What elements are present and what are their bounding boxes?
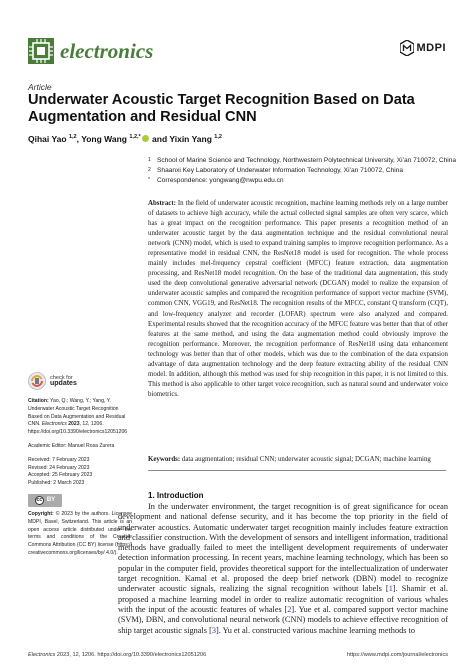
- abstract-label: Abstract:: [148, 200, 176, 207]
- author-affiliation-marker: 1,2,*: [129, 134, 141, 141]
- reference-link[interactable]: 3: [211, 625, 217, 635]
- article-sidebar: [28, 372, 132, 558]
- keywords: [148, 455, 448, 465]
- mdpi-logo: [400, 40, 447, 56]
- correspondence: * Correspondence: yongwang@nwpu.edu.cn: [148, 177, 284, 184]
- affiliations: [148, 156, 457, 186]
- footer-journal-link[interactable]: https://www.mdpi.com/journal/electronics: [346, 652, 448, 658]
- mdpi-text: MDPI: [416, 42, 446, 54]
- author-name: Qihai Yao: [28, 134, 69, 144]
- keywords-label: Keywords:: [148, 456, 181, 463]
- reference-link[interactable]: 1: [388, 584, 393, 594]
- mdpi-logo-icon: [400, 40, 414, 56]
- introduction-paragraph: [118, 502, 448, 636]
- author-name: Yixin Yang: [169, 134, 215, 144]
- cc-license-icon[interactable]: cc BY: [28, 494, 62, 507]
- affiliation-2: 2 Shaanxi Key Laboratory of Underwater Information Technology, Xi’an 710072, China: [148, 167, 404, 174]
- updates-line1: check for: [50, 374, 73, 381]
- section-heading-introduction: 1. Introduction: [148, 491, 204, 500]
- updates-line2: updates: [50, 380, 77, 387]
- keywords-text: data augmentation; residual CNN; underwater acoustic signal; DCGAN; machine learning: [181, 456, 431, 463]
- intro-text: ]. Yu et al. constructed various machine learning methods to: [216, 625, 416, 635]
- abstract-text: In the field of underwater acoustic recognition, machine learning methods rely on a large number of datasets to achieve high accuracy, while the actual collected signal samples are often very scarce, which has a great impact on the recognition performance. This paper presents a recognition method of an underwater acoustic target by the data augmentation technique and the residual convolutional neural network (CNN) model, which is used to expand training samples to improve recognition performance. As a representative model in residual CNN, the ResNet18 model is used for recognition. The whole process mainly includes mel-frequency cepstral coefficient (MFCC) feature extraction, data augmentation processing, and ResNet18 model recognition. On the base of the traditional data augmentation, this study used the deep convolutional generative adversarial network (DCGAN) model to realize the expansion of underwater acoustic samples and compared the recognition performance of support vector machine (SVM), common CNN, VGG19, and ResNet18. The recognition results of the MFCC, constant Q transform (CQT), and low-frequency analyzer and recorder (LOFAR) spectrum were also analyzed and compared. Experimental results showed that the recognition accuracy of the MFCC feature was better than that of other features at the same method, and using the data augmentation method could obviously improve the recognition performance. Moreover, the recognition performance of ResNet18 using data enhancement technology was better than that of other models, which was due to the combination of the data expansion advantage of data augmentation technology and the deep feature extracting ability of the residual CNN model. In addition, although this method was used for ship recognition in this paper, it is not limited to this. This method is also applicable to other target voice recognition, such as natural sound and underwater voice biometrics.: [148, 200, 448, 398]
- intro-text: In the underwater environment, the target recognition is of great significance for ocean development and national defense security, and it has become the top priority in the field of underwater acoustics. Automatic underwater target recognition mainly includes feature extraction and classifier construction. With the development of sensors and intelligent information, traditional methods have gradually failed to meet the intelligent development requirements of underwater detection information processing. In recent years, machine learning technology, which has been so popular in the computer field, provides theoretical support for the intellectualization of underwater target recognition. Kamal et al. proposed the deep brief network (DBN) model to recognize underwater acoustic signals, realizing the signal recognition without labels [: [118, 502, 448, 594]
- intro-text: ]. Shamir et al. proposed a machine learning model in order to realize automatic recognition of various whales with the input of the acoustic features of whales [: [118, 584, 448, 614]
- journal-header: [28, 38, 446, 68]
- check-for-updates-button[interactable]: [28, 372, 132, 390]
- publication-dates: Received: 7 February 2023 Revised: 24 February 2023 Accepted: 25 February 2023 Published: 2 March 2023: [28, 456, 93, 487]
- author-affiliation-marker: 1,2: [214, 134, 222, 141]
- electronics-logo-icon: [28, 38, 54, 64]
- copyright-text: Copyright: © 2023 by the authors. Licensee MDPI, Basel, Switzerland. This article is an open access article distributed under the terms and conditions of the Creative Commons Attribution (CC BY) license (https:// creativecommons.org/licenses/by/ 4.0/).: [28, 510, 132, 556]
- copyright-block: [28, 494, 132, 507]
- citation-block: Citation: Yao, Q.; Wang, Y.; Yang, Y. Underwater Acoustic Target Recognition Based on Data Augmentation and Residual CNN. Electronics 2023, 12, 1206. https://doi.org/10.3390/electronics12051206: [28, 398, 128, 436]
- abstract: [148, 199, 448, 400]
- author-affiliation-marker: 1,2: [68, 134, 77, 141]
- reference-link[interactable]: 2: [287, 604, 292, 614]
- orcid-icon[interactable]: [142, 135, 149, 142]
- academic-editor: Academic Editor: Manuel Rosa Zurera: [28, 442, 115, 449]
- check-updates-icon: [28, 372, 46, 390]
- journal-name: electronics: [60, 39, 154, 63]
- article-title: Underwater Acoustic Target Recognition Based on Data Augmentation and Residual CNN: [28, 92, 415, 125]
- footer-citation: Electronics 2023, 12, 1206. https://doi.org/10.3390/electronics12051206: [28, 652, 207, 658]
- intro-text: ]. Yue et al. compared support vector machine (SVM), DBN, and convolutional neural network (CNN) models to achieve effective recognition of ship target acoustic signals [: [118, 604, 449, 635]
- author-name: Yong Wang: [81, 134, 130, 144]
- article-type: Article: [28, 82, 52, 92]
- affiliation-1: 1 School of Marine Science and Technology, Northwestern Polytechnical University, Xi’an 710072, China: [148, 157, 457, 164]
- author-list: Qihai Yao $^{1,2}$, Yong Wang $^{1,2,*}$ and Yixin Yang $^{1,2}$: [28, 134, 222, 144]
- abstract-divider: [148, 470, 446, 471]
